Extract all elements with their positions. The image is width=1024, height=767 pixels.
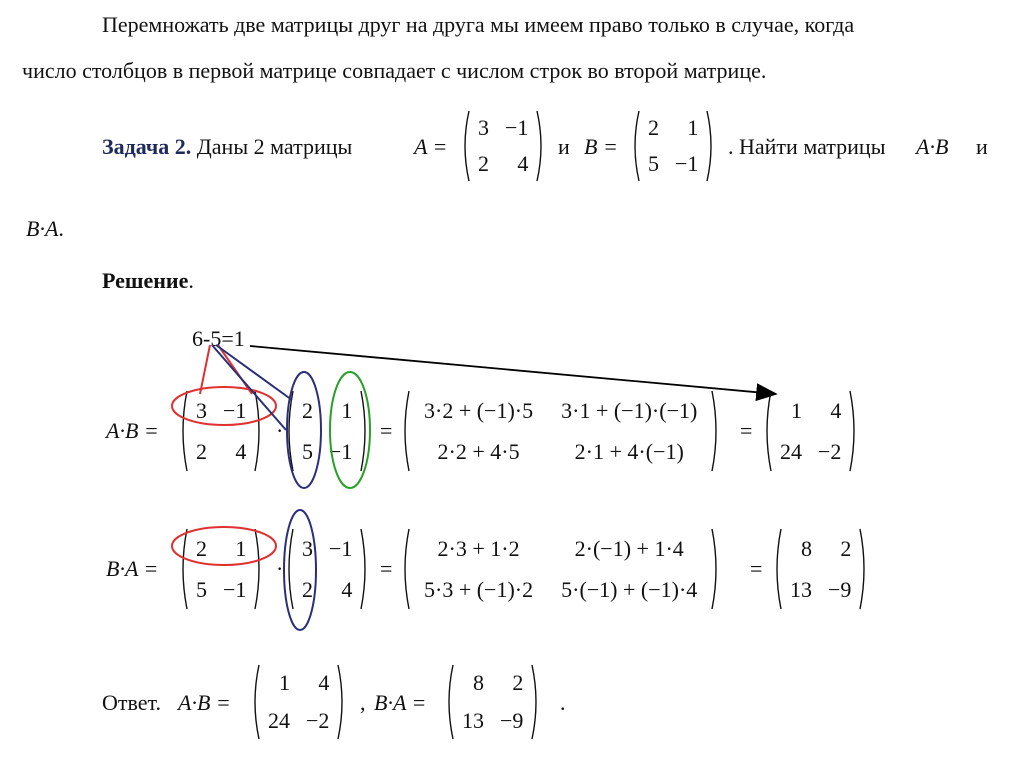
left-paren: [284, 528, 294, 610]
red-connector-1: [200, 345, 210, 394]
matrix-body: [640, 110, 706, 182]
task-matrix-B: [630, 110, 716, 182]
answer-end-dot: .: [560, 690, 566, 715]
matrix-cell: 2·2 + 4·5: [437, 438, 520, 464]
right-paren: [859, 528, 869, 610]
left-paren: [630, 110, 640, 182]
task-end-dot: .: [58, 216, 64, 241]
task-find: . Найти матрицы: [728, 134, 886, 159]
matrix-body: [188, 390, 254, 472]
task-matrix-A: [460, 110, 546, 182]
right-paren: [531, 664, 541, 740]
task-BA-line: [26, 216, 64, 242]
matrix-cell: 2·1 + 4·(−1): [574, 438, 684, 464]
matrix-cell: 8: [473, 670, 484, 696]
ab-eq-2: =: [740, 418, 753, 443]
matrix-cell: 1: [687, 115, 699, 141]
matrix-cell: 1: [341, 397, 353, 423]
intro-line-2: число столбцов в первой матрице совпадает с числом строк во второй матрице.: [22, 58, 767, 83]
task-A-name: A =: [414, 134, 448, 159]
ba-matrix-result: [772, 528, 869, 610]
matrix-body: [410, 390, 711, 472]
matrix-cell: −9: [828, 576, 852, 602]
ba-dot: ·: [276, 556, 284, 581]
left-paren: [284, 390, 294, 472]
ab-matrix-result: [762, 390, 859, 472]
matrix-row: [454, 664, 531, 702]
matrix-cell: 3: [302, 535, 313, 561]
matrix-cell: 24: [780, 438, 802, 464]
result-arrow: [250, 346, 776, 394]
matrix-row: [294, 528, 360, 569]
matrix-cell: −1: [505, 115, 529, 141]
matrix-cell: −1: [329, 438, 353, 464]
matrix-cell: 1: [235, 535, 247, 561]
matrix-row: [410, 431, 711, 472]
matrix-cell: −1: [223, 397, 247, 423]
left-paren: [762, 390, 772, 472]
matrix-cell: −2: [818, 438, 842, 464]
matrix-cell: 5·(−1) + (−1)·4: [561, 576, 698, 602]
matrix-body: [294, 390, 360, 472]
matrix-row: [294, 390, 360, 431]
matrix-cell: 2: [648, 115, 659, 141]
matrix-row: [188, 390, 254, 431]
matrix-body: [260, 664, 337, 740]
matrix-row: [640, 146, 706, 182]
task-heading: [102, 134, 352, 160]
matrix-row: [782, 528, 859, 569]
matrix-cell: 3: [196, 397, 207, 423]
answer-BA-label: B·A =: [374, 690, 427, 715]
ba-matrix-expanded: [400, 528, 721, 610]
task-AB: A·B: [916, 134, 949, 159]
answer-label: Ответ.: [102, 690, 161, 715]
ab-matrix-expanded: [400, 390, 721, 472]
matrix-row: [772, 431, 849, 472]
matrix-body: [454, 664, 531, 740]
matrix-cell: 24: [268, 708, 290, 734]
matrix-cell: 2·3 + 1·2: [437, 535, 520, 561]
matrix-cell: 3·2 + (−1)·5: [424, 397, 534, 423]
left-paren: [444, 664, 454, 740]
task-and-2: и: [976, 134, 988, 159]
matrix-cell: 2: [478, 151, 489, 177]
matrix-row: [294, 431, 360, 472]
left-paren: [250, 664, 260, 740]
right-paren: [536, 110, 546, 182]
left-paren: [400, 528, 410, 610]
matrix-body: [782, 528, 859, 610]
task-label: Задача 2.: [102, 134, 192, 159]
left-paren: [772, 528, 782, 610]
matrix-row: [188, 431, 254, 472]
matrix-cell: −1: [329, 535, 353, 561]
matrix-row: [772, 390, 849, 431]
right-paren: [360, 390, 370, 472]
left-paren: [460, 110, 470, 182]
matrix-row: [470, 110, 536, 146]
matrix-cell: 2: [302, 576, 313, 602]
matrix-cell: 13: [462, 708, 484, 734]
ab-label: A·B =: [106, 418, 159, 443]
answer-matrix-BA: [444, 664, 541, 740]
ba-matrix-right: [284, 528, 370, 610]
left-paren: [178, 528, 188, 610]
matrix-cell: 5: [302, 438, 313, 464]
matrix-row: [188, 528, 254, 569]
matrix-cell: 5·3 + (−1)·2: [424, 576, 534, 602]
ab-eq-1: =: [380, 418, 393, 443]
answer-matrix-AB: [250, 664, 347, 740]
matrix-body: [772, 390, 849, 472]
ab-dot: ·: [276, 418, 284, 443]
matrix-cell: 3·1 + (−1)·(−1): [561, 397, 698, 423]
matrix-cell: 4: [341, 576, 353, 602]
matrix-cell: −1: [223, 576, 247, 602]
matrix-cell: 4: [830, 397, 842, 423]
matrix-row: [294, 569, 360, 610]
matrix-cell: 2·(−1) + 1·4: [574, 535, 684, 561]
right-paren: [711, 390, 721, 472]
matrix-row: [410, 528, 711, 569]
matrix-cell: 3: [478, 115, 489, 141]
intro-line-1: Перемножать две матрицы друг на друга мы имеем право только в случае, когда: [102, 12, 855, 37]
ba-matrix-left: [178, 528, 264, 610]
task-and: и: [558, 134, 570, 159]
matrix-body: [188, 528, 254, 610]
ab-matrix-left: [178, 390, 264, 472]
matrix-cell: 1: [279, 670, 290, 696]
matrix-row: [410, 390, 711, 431]
matrix-cell: 4: [235, 438, 247, 464]
answer-comma: ,: [360, 690, 366, 715]
matrix-cell: −1: [675, 151, 699, 177]
right-paren: [711, 528, 721, 610]
ba-eq-2: =: [750, 556, 763, 581]
matrix-cell: 2: [840, 535, 852, 561]
matrix-cell: −2: [306, 708, 330, 734]
ba-eq-1: =: [380, 556, 393, 581]
matrix-cell: 13: [790, 576, 812, 602]
solution-label: Решение: [102, 268, 189, 293]
matrix-cell: 4: [318, 670, 330, 696]
matrix-cell: 4: [517, 151, 529, 177]
matrix-row: [260, 702, 337, 740]
right-paren: [254, 528, 264, 610]
left-paren: [178, 390, 188, 472]
matrix-row: [782, 569, 859, 610]
ba-label: B·A =: [106, 556, 159, 581]
red-connector-2: [218, 345, 252, 394]
matrix-body: [470, 110, 536, 182]
matrix-row: [470, 146, 536, 182]
matrix-row: [640, 110, 706, 146]
matrix-body: [410, 528, 711, 610]
matrix-cell: 1: [791, 397, 802, 423]
matrix-cell: 2: [196, 535, 207, 561]
dimension-annotation: 6-5=1: [192, 326, 245, 351]
matrix-row: [454, 702, 531, 740]
matrix-cell: 2: [512, 670, 524, 696]
matrix-row: [188, 569, 254, 610]
solution-heading: [102, 268, 194, 294]
matrix-cell: 8: [801, 535, 812, 561]
matrix-cell: 2: [302, 397, 313, 423]
right-paren: [706, 110, 716, 182]
task-BA: B·A: [26, 216, 59, 241]
matrix-cell: 2: [196, 438, 207, 464]
right-paren: [254, 390, 264, 472]
matrix-row: [260, 664, 337, 702]
right-paren: [849, 390, 859, 472]
matrix-body: [294, 528, 360, 610]
task-B-name: B =: [584, 134, 618, 159]
matrix-cell: −9: [500, 708, 524, 734]
solution-dot: .: [188, 268, 194, 293]
answer-AB-label: A·B =: [178, 690, 231, 715]
task-text: Даны 2 матрицы: [196, 134, 353, 159]
matrix-cell: 5: [648, 151, 659, 177]
right-paren: [360, 528, 370, 610]
right-paren: [337, 664, 347, 740]
matrix-cell: 5: [196, 576, 207, 602]
ab-matrix-right: [284, 390, 370, 472]
left-paren: [400, 390, 410, 472]
matrix-row: [410, 569, 711, 610]
